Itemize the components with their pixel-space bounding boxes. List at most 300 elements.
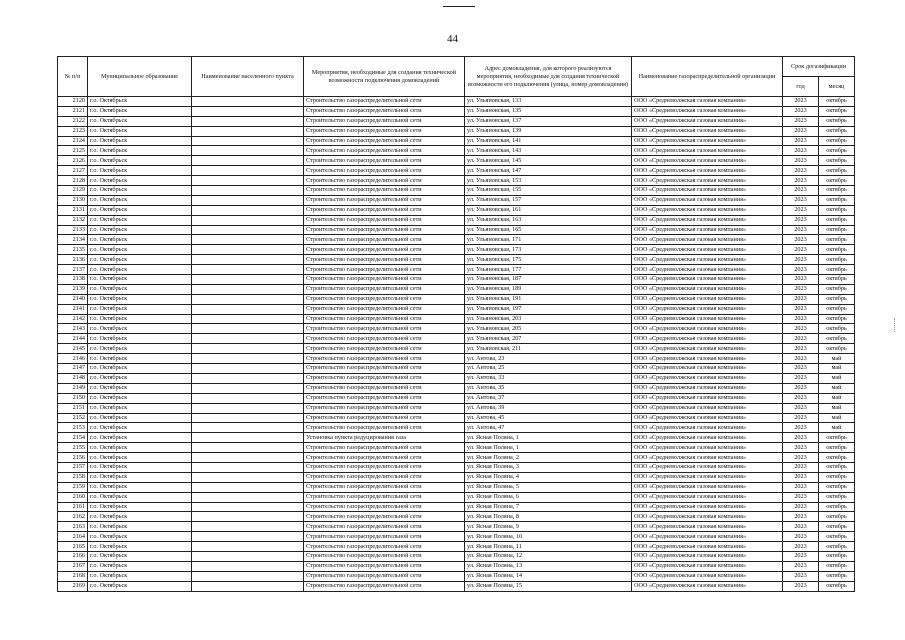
cell-settlement [192,571,304,581]
cell-settlement [192,443,304,453]
cell-organization: ООО «Средневолжская газовая компания» [632,275,783,285]
cell-measure: Строительство газораспределительной сети [304,472,465,482]
cell-municipality: г.о. Октябрьск [88,294,192,304]
cell-number: 2164 [58,532,88,542]
cell-month: октябрь [819,156,855,166]
cell-month: октябрь [819,453,855,463]
cell-measure: Строительство газораспределительной сети [304,146,465,156]
cell-month: октябрь [819,482,855,492]
table-row [58,492,855,502]
cell-month: октябрь [819,571,855,581]
cell-settlement [192,314,304,324]
cell-municipality: г.о. Октябрьск [88,403,192,413]
top-rule [443,6,475,7]
table-row [58,581,855,591]
table-row [58,116,855,126]
cell-settlement [192,522,304,532]
cell-address: ул. Ясная Поляна, 9 [465,522,632,532]
cell-year: 2023 [783,235,819,245]
cell-year: 2023 [783,116,819,126]
cell-address: ул. Ясная Поляна, 1 [465,443,632,453]
cell-number: 2136 [58,255,88,265]
cell-settlement [192,383,304,393]
cell-organization: ООО «Средневолжская газовая компания» [632,235,783,245]
cell-municipality: г.о. Октябрьск [88,205,192,215]
cell-year: 2023 [783,571,819,581]
cell-number: 2131 [58,205,88,215]
cell-year: 2023 [783,532,819,542]
cell-measure: Строительство газораспределительной сети [304,304,465,314]
cell-measure: Строительство газораспределительной сети [304,364,465,374]
cell-measure: Строительство газораспределительной сети [304,116,465,126]
cell-settlement [192,472,304,482]
cell-year: 2023 [783,522,819,532]
cell-address: ул. Ясная Поляна, 2 [465,453,632,463]
cell-address: ул. Ульяновская, 175 [465,255,632,265]
cell-organization: ООО «Средневолжская газовая компания» [632,433,783,443]
cell-settlement [192,304,304,314]
table-row [58,195,855,205]
cell-year: 2023 [783,433,819,443]
cell-address: ул. Ясная Поляна, 8 [465,512,632,522]
cell-address: ул. Ульяновская, 189 [465,284,632,294]
cell-month: октябрь [819,462,855,472]
cell-month: май [819,423,855,433]
cell-municipality: г.о. Октябрьск [88,383,192,393]
cell-municipality: г.о. Октябрьск [88,156,192,166]
table-row [58,255,855,265]
cell-organization: ООО «Средневолжская газовая компания» [632,482,783,492]
cell-settlement [192,265,304,275]
cell-month: май [819,364,855,374]
cell-measure: Строительство газораспределительной сети [304,413,465,423]
cell-address: ул. Ульяновская, 145 [465,156,632,166]
cell-month: октябрь [819,215,855,225]
cell-address: ул. Антова, 39 [465,403,632,413]
cell-month: октябрь [819,97,855,107]
cell-organization: ООО «Средневолжская газовая компания» [632,443,783,453]
cell-measure: Строительство газораспределительной сети [304,354,465,364]
cell-organization: ООО «Средневолжская газовая компания» [632,324,783,334]
cell-number: 2147 [58,364,88,374]
cell-number: 2161 [58,502,88,512]
cell-address: ул. Антова, 25 [465,364,632,374]
cell-settlement [192,116,304,126]
cell-settlement [192,542,304,552]
cell-address: ул. Антова, 33 [465,373,632,383]
cell-municipality: г.о. Октябрьск [88,532,192,542]
cell-organization: ООО «Средневолжская газовая компания» [632,373,783,383]
cell-year: 2023 [783,205,819,215]
cell-organization: ООО «Средневолжская газовая компания» [632,472,783,482]
cell-measure: Строительство газораспределительной сети [304,373,465,383]
cell-month: октябрь [819,225,855,235]
cell-number: 2160 [58,492,88,502]
cell-number: 2154 [58,433,88,443]
cell-number: 2159 [58,482,88,492]
table-row [58,542,855,552]
cell-measure: Строительство газораспределительной сети [304,403,465,413]
cell-organization: ООО «Средневолжская газовая компания» [632,551,783,561]
cell-year: 2023 [783,245,819,255]
cell-organization: ООО «Средневолжская газовая компания» [632,334,783,344]
cell-municipality: г.о. Октябрьск [88,97,192,107]
cell-month: октябрь [819,512,855,522]
cell-organization: ООО «Средневолжская газовая компания» [632,383,783,393]
cell-measure: Строительство газораспределительной сети [304,551,465,561]
table-row [58,146,855,156]
cell-month: май [819,413,855,423]
cell-number: 2157 [58,462,88,472]
cell-municipality: г.о. Октябрьск [88,284,192,294]
table-row [58,284,855,294]
cell-municipality: г.о. Октябрьск [88,354,192,364]
cell-year: 2023 [783,393,819,403]
cell-municipality: г.о. Октябрьск [88,136,192,146]
cell-year: 2023 [783,255,819,265]
cell-month: октябрь [819,324,855,334]
table-row [58,245,855,255]
cell-organization: ООО «Средневолжская газовая компания» [632,462,783,472]
cell-settlement [192,364,304,374]
cell-settlement [192,97,304,107]
cell-measure: Строительство газораспределительной сети [304,462,465,472]
cell-year: 2023 [783,304,819,314]
cell-address: ул. Ясная Поляна, 5 [465,482,632,492]
table-row [58,393,855,403]
cell-year: 2023 [783,502,819,512]
cell-year: 2023 [783,324,819,334]
cell-municipality: г.о. Октябрьск [88,344,192,354]
cell-address: ул. Ясная Поляна, 11 [465,542,632,552]
cell-settlement [192,195,304,205]
cell-settlement [192,215,304,225]
cell-month: октябрь [819,472,855,482]
cell-month: октябрь [819,176,855,186]
cell-municipality: г.о. Октябрьск [88,502,192,512]
cell-number: 2150 [58,393,88,403]
cell-organization: ООО «Средневолжская газовая компания» [632,284,783,294]
cell-organization: ООО «Средневолжская газовая компания» [632,532,783,542]
cell-number: 2140 [58,294,88,304]
cell-municipality: г.о. Октябрьск [88,334,192,344]
cell-number: 2162 [58,512,88,522]
gasification-table [57,56,855,592]
cell-municipality: г.о. Октябрьск [88,225,192,235]
cell-settlement [192,205,304,215]
cell-settlement [192,423,304,433]
cell-year: 2023 [783,443,819,453]
cell-month: октябрь [819,433,855,443]
cell-settlement [192,334,304,344]
cell-address: ул. Ясная Поляна, 14 [465,571,632,581]
cell-address: ул. Ясная Поляна, 6 [465,492,632,502]
cell-municipality: г.о. Октябрьск [88,423,192,433]
cell-address: ул. Ульяновская, 157 [465,195,632,205]
cell-year: 2023 [783,512,819,522]
cell-measure: Строительство газораспределительной сети [304,284,465,294]
cell-organization: ООО «Средневолжская газовая компания» [632,136,783,146]
cell-address: ул. Ульяновская, 147 [465,166,632,176]
cell-settlement [192,106,304,116]
cell-year: 2023 [783,482,819,492]
cell-settlement [192,462,304,472]
cell-municipality: г.о. Октябрьск [88,482,192,492]
cell-year: 2023 [783,314,819,324]
cell-year: 2023 [783,225,819,235]
table-row [58,235,855,245]
header-year: год [783,77,819,97]
cell-settlement [192,324,304,334]
cell-address: ул. Ульяновская, 143 [465,146,632,156]
cell-municipality: г.о. Октябрьск [88,393,192,403]
cell-address: ул. Ульяновская, 161 [465,205,632,215]
header-address: Адрес домовладения, для которого реализуются мероприятия, необходимые для создания технической возможности его подключения (улица, номер домовладения) [465,57,632,97]
table-row [58,136,855,146]
cell-settlement [192,512,304,522]
table-row [58,403,855,413]
cell-settlement [192,581,304,591]
cell-organization: ООО «Средневолжская газовая компания» [632,393,783,403]
cell-organization: ООО «Средневолжская газовая компания» [632,294,783,304]
cell-municipality: г.о. Октябрьск [88,522,192,532]
cell-organization: ООО «Средневолжская газовая компания» [632,492,783,502]
cell-settlement [192,433,304,443]
cell-number: 2125 [58,146,88,156]
table-row [58,275,855,285]
cell-month: октябрь [819,126,855,136]
cell-month: октябрь [819,195,855,205]
table-row [58,225,855,235]
cell-month: октябрь [819,294,855,304]
cell-number: 2141 [58,304,88,314]
cell-number: 2122 [58,116,88,126]
cell-number: 2166 [58,551,88,561]
cell-settlement [192,413,304,423]
cell-address: ул. Ульяновская, 133 [465,97,632,107]
cell-measure: Строительство газораспределительной сети [304,324,465,334]
cell-municipality: г.о. Октябрьск [88,453,192,463]
cell-organization: ООО «Средневолжская газовая компания» [632,166,783,176]
cell-measure: Строительство газораспределительной сети [304,532,465,542]
cell-address: ул. Ульяновская, 173 [465,245,632,255]
cell-organization: ООО «Средневолжская газовая компания» [632,195,783,205]
cell-organization: ООО «Средневолжская газовая компания» [632,146,783,156]
cell-number: 2135 [58,245,88,255]
cell-number: 2132 [58,215,88,225]
cell-month: май [819,393,855,403]
cell-municipality: г.о. Октябрьск [88,106,192,116]
cell-settlement [192,255,304,265]
cell-settlement [192,551,304,561]
cell-measure: Строительство газораспределительной сети [304,205,465,215]
cell-year: 2023 [783,413,819,423]
cell-organization: ООО «Средневолжская газовая компания» [632,364,783,374]
cell-month: октябрь [819,255,855,265]
cell-settlement [192,532,304,542]
cell-address: ул. Ясная Поляна, 10 [465,532,632,542]
cell-month: май [819,354,855,364]
cell-measure: Строительство газораспределительной сети [304,215,465,225]
cell-number: 2120 [58,97,88,107]
cell-number: 2134 [58,235,88,245]
table-row [58,522,855,532]
cell-settlement [192,245,304,255]
cell-measure: Строительство газораспределительной сети [304,334,465,344]
table-row [58,502,855,512]
cell-municipality: г.о. Октябрьск [88,166,192,176]
cell-measure: Строительство газораспределительной сети [304,542,465,552]
table-row [58,512,855,522]
table-row [58,571,855,581]
cell-year: 2023 [783,542,819,552]
table-row [58,413,855,423]
cell-address: ул. Ясная Поляна, 15 [465,581,632,591]
cell-year: 2023 [783,215,819,225]
cell-municipality: г.о. Октябрьск [88,581,192,591]
cell-year: 2023 [783,383,819,393]
cell-number: 2126 [58,156,88,166]
cell-year: 2023 [783,294,819,304]
table-row [58,294,855,304]
table-row [58,314,855,324]
cell-year: 2023 [783,275,819,285]
cell-municipality: г.о. Октябрьск [88,512,192,522]
cell-organization: ООО «Средневолжская газовая компания» [632,403,783,413]
cell-month: октябрь [819,186,855,196]
cell-address: ул. Ульяновская, 155 [465,186,632,196]
cell-number: 2165 [58,542,88,552]
cell-address: ул. Ульяновская, 141 [465,136,632,146]
cell-settlement [192,294,304,304]
cell-month: октябрь [819,245,855,255]
cell-organization: ООО «Средневолжская газовая компания» [632,512,783,522]
cell-year: 2023 [783,156,819,166]
cell-address: ул. Ульяновская, 207 [465,334,632,344]
cell-municipality: г.о. Октябрьск [88,186,192,196]
cell-municipality: г.о. Октябрьск [88,561,192,571]
cell-settlement [192,275,304,285]
cell-measure: Строительство газораспределительной сети [304,314,465,324]
cell-number: 2124 [58,136,88,146]
cell-address: ул. Ульяновская, 197 [465,304,632,314]
table-row [58,433,855,443]
cell-year: 2023 [783,462,819,472]
cell-month: октябрь [819,314,855,324]
cell-measure: Строительство газораспределительной сети [304,186,465,196]
table-row [58,344,855,354]
cell-organization: ООО «Средневолжская газовая компания» [632,245,783,255]
header-organization: Наименование газораспределительной организации [632,57,783,97]
cell-year: 2023 [783,551,819,561]
cell-municipality: г.о. Октябрьск [88,235,192,245]
cell-address: ул. Ульяновская, 163 [465,215,632,225]
cell-month: май [819,403,855,413]
cell-year: 2023 [783,126,819,136]
cell-organization: ООО «Средневолжская газовая компания» [632,314,783,324]
cell-address: ул. Ясная Поляна, 7 [465,502,632,512]
cell-organization: ООО «Средневолжская газовая компания» [632,265,783,275]
cell-number: 2128 [58,176,88,186]
cell-settlement [192,146,304,156]
cell-year: 2023 [783,364,819,374]
cell-municipality: г.о. Октябрьск [88,443,192,453]
cell-number: 2137 [58,265,88,275]
cell-address: ул. Ульяновская, 171 [465,235,632,245]
cell-number: 2163 [58,522,88,532]
cell-month: октябрь [819,166,855,176]
cell-measure: Строительство газораспределительной сети [304,492,465,502]
cell-municipality: г.о. Октябрьск [88,126,192,136]
cell-measure: Установка пункта редуцирования газа [304,433,465,443]
cell-organization: ООО «Средневолжская газовая компания» [632,106,783,116]
cell-measure: Строительство газораспределительной сети [304,106,465,116]
cell-number: 2146 [58,354,88,364]
cell-number: 2156 [58,453,88,463]
cell-measure: Строительство газораспределительной сети [304,453,465,463]
header-measures: Мероприятия, необходимые для создания технической возможности подключения домовладений [304,57,465,97]
cell-number: 2143 [58,324,88,334]
cell-address: ул. Ульяновская, 203 [465,314,632,324]
cell-settlement [192,393,304,403]
cell-number: 2169 [58,581,88,591]
cell-measure: Строительство газораспределительной сети [304,344,465,354]
cell-organization: ООО «Средневолжская газовая компания» [632,255,783,265]
cell-month: октябрь [819,235,855,245]
cell-year: 2023 [783,106,819,116]
table-row [58,383,855,393]
cell-municipality: г.о. Октябрьск [88,255,192,265]
cell-address: ул. Ульяновская, 187 [465,275,632,285]
cell-measure: Строительство газораспределительной сети [304,581,465,591]
table-row [58,106,855,116]
header-settlement: Наименование населенного пункта [192,57,304,97]
cell-measure: Строительство газораспределительной сети [304,235,465,245]
table-row [58,453,855,463]
cell-number: 2149 [58,383,88,393]
cell-number: 2133 [58,225,88,235]
cell-municipality: г.о. Октябрьск [88,364,192,374]
cell-measure: Строительство газораспределительной сети [304,156,465,166]
cell-municipality: г.о. Октябрьск [88,265,192,275]
table-row [58,334,855,344]
cell-municipality: г.о. Октябрьск [88,245,192,255]
cell-organization: ООО «Средневолжская газовая компания» [632,126,783,136]
cell-measure: Строительство газораспределительной сети [304,443,465,453]
cell-address: ул. Антова, 45 [465,413,632,423]
cell-settlement [192,166,304,176]
cell-month: октябрь [819,265,855,275]
cell-year: 2023 [783,403,819,413]
header-municipality: Муниципальное образование [88,57,192,97]
cell-settlement [192,284,304,294]
cell-year: 2023 [783,166,819,176]
table-row [58,354,855,364]
cell-settlement [192,136,304,146]
cell-month: октябрь [819,522,855,532]
cell-settlement [192,344,304,354]
cell-settlement [192,354,304,364]
cell-measure: Строительство газораспределительной сети [304,255,465,265]
cell-address: ул. Ясная Поляна, 3 [465,462,632,472]
cell-settlement [192,186,304,196]
cell-organization: ООО «Средневолжская газовая компания» [632,423,783,433]
cell-organization: ООО «Средневолжская газовая компания» [632,156,783,166]
cell-settlement [192,403,304,413]
header-term: Срок догазификации [783,57,855,77]
cell-year: 2023 [783,136,819,146]
cell-municipality: г.о. Октябрьск [88,176,192,186]
